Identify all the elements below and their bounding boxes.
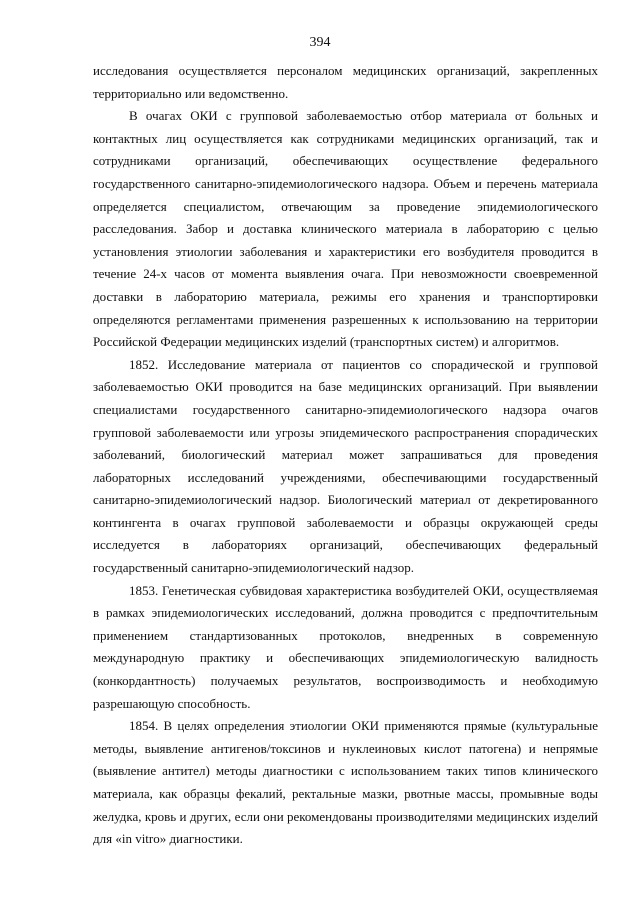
paragraph-continuation: исследования осуществляется персоналом медицинских организаций, закрепленных территориально или ведомственно. <box>93 63 598 101</box>
paragraph-1854: 1854. В целях определения этиологии ОКИ применяются прямые (культуральные методы, выявление антигенов/токсинов и нуклеиновых кислот патогена) и непрямые (выявление антител) методы диагностики с использованием таких типов клинического материала, как образцы фекалий, ректальные мазки, рвотные массы, промывные воды желудка, кровь и других, если они рекомендованы производителями медицинских изделий для «in vitro» диагностики. <box>93 718 598 847</box>
paragraph-1852: 1852. Исследование материала от пациентов со спорадической и групповой заболеваемостью ОКИ проводится на базе медицинских организаций. При выявлении специалистами государственного санитарно-эпидемиологического надзора очагов групповой заболеваемости или угрозы эпидемического распространения спорадических заболеваний, биологический материал может запрашиваться для проведения лабораторных исследований учреждениями, обеспечивающими государственный санитарно-эпидемиологический надзор. Биологический материал от декретированного контингента в очагах групповой заболеваемости и образцы окружающей среды исследуется в лабораториях организаций, обеспечивающих федеральный государственный санитарно-эпидемиологический надзор. <box>93 356 598 576</box>
page-number: 394 <box>309 35 331 50</box>
body-text <box>93 60 598 851</box>
paragraph-oki-outbreak-sampling: В очагах ОКИ с групповой заболеваемостью отбор материала от больных и контактных лиц осуществляется как сотрудниками медицинских организаций, так и сотрудниками организаций, обеспечивающих осуществление федерального государственного санитарно-эпидемиологического надзора. Объем и перечень материала определяется специалистом, отвечающим за проведение эпидемиологического расследования. Забор и доставка клинического материала в лабораторию с целью установления этиологии заболевания и характеристики его возбудителя проводится в течение 24-х часов от момента выявления очага. При невозможности своевременной доставки в лабораторию материала, режимы его хранения и транспортировки определяются регламентами применения разрешенных к использованию на территории Российской Федерации медицинских изделий (транспортных систем) и алгоритмов. <box>93 108 598 350</box>
paragraph-1853: 1853. Генетическая субвидовая характеристика возбудителей ОКИ, осуществляемая в рамках эпидемиологических исследований, должна проводится с предпочтительным применением стандартизованных протоколов, внедренных в современную международную практику и обеспечивающих эпидемиологическую валидность (конкордантность) получаемых результатов, воспроизводимость и необходимую разрешающую способность. <box>93 582 598 711</box>
